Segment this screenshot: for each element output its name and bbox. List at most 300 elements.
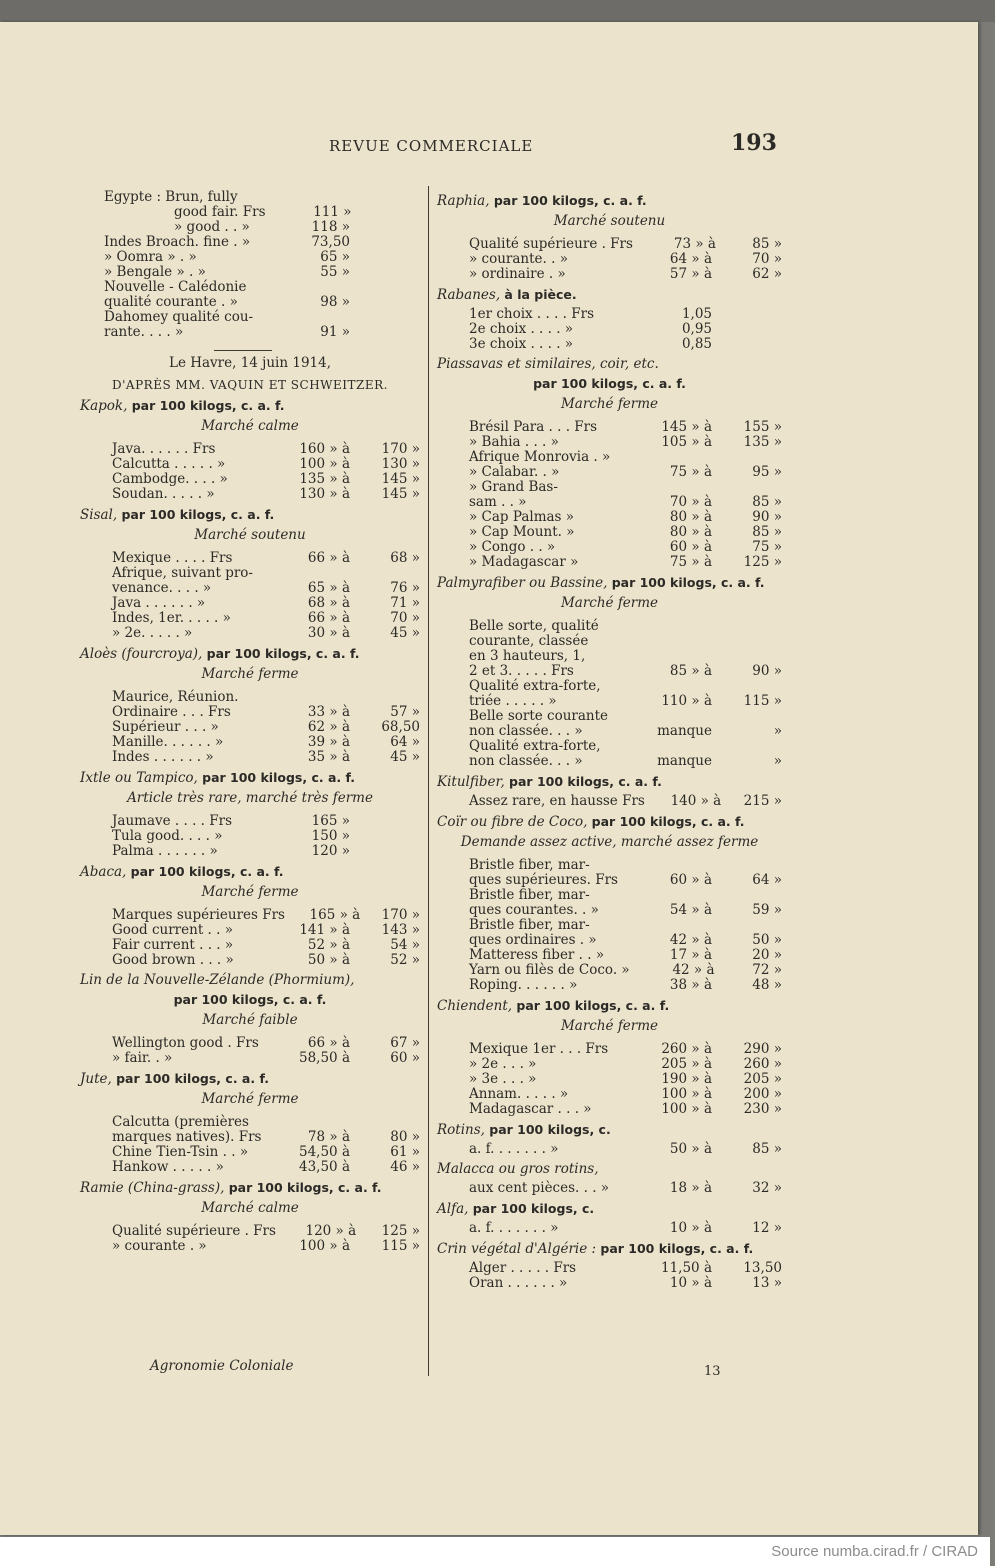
price-row [437,858,782,873]
item-label: 1er choix . . . . Frs [469,306,595,322]
item-label: venance. . . . » [112,580,212,596]
price-row [437,978,782,993]
price-low: 130 » à [299,486,350,502]
price-row [437,465,782,480]
price-low: 190 » à [661,1071,712,1087]
commodity-section [80,398,420,502]
price-low: 0,85 [681,336,712,352]
price-low: 78 » à [307,1129,350,1145]
item-label: Chine Tien-Tsin . . » [112,1144,249,1160]
item-label: » 3e . . . » [469,1071,537,1087]
commodity-name: Palmyrafiber ou Bassine, [437,575,608,591]
commodity-unit: par 100 kilogs, c. a. f. [516,998,670,1013]
price-low: 54 » à [669,902,712,918]
commodity-section [437,774,782,809]
item-label: Fair current . . . » [112,937,234,953]
item-label: » courante. . » [469,251,568,267]
price-row [80,923,420,938]
item-label: Bristle fiber, mar- [469,887,590,903]
price-high: 45 » [390,625,420,641]
commodity-unit: par 100 kilogs, c. a. f. [493,193,647,208]
price-high: 170 » [381,441,420,457]
item-label: ques courantes. . » [469,902,599,918]
item-label: 2e choix . . . . » [469,321,574,337]
price-row [80,295,420,310]
commodity-name: Abaca, [80,864,127,880]
price-low: 140 » à [670,793,722,809]
price-low: 54,50 à [299,1144,350,1160]
price-low: 52 » à [307,937,350,953]
price-row [80,581,420,596]
commodity-unit-line [80,992,420,1008]
commodity-unit: par 100 kilogs, c. a. f. [509,774,662,789]
price-low: 150 » [311,828,350,844]
price-high [712,918,782,933]
price-low: 66 » à [307,610,350,626]
price-high [350,250,420,265]
commodity-unit: par 100 kilogs, c. a. f. [173,992,327,1007]
price-high [350,566,420,581]
commodity-section [437,814,782,993]
price-high: 60 » [390,1050,420,1066]
commodity-unit: par 100 kilogs, c. a. f. [533,376,686,391]
commodity-name: Kapok, [80,398,128,414]
item-label: sam . . » [469,494,527,510]
price-high [350,190,420,205]
price-low [624,739,712,754]
left-sections [80,398,420,1254]
price-row [80,442,420,457]
commodity-section [80,1071,420,1175]
price-high: 143 » [381,922,420,938]
commodity-name: Coïr ou fibre de Coco, [437,814,588,830]
commodity-unit: à la pièce. [504,287,577,302]
commodity-unit: par 100 kilogs, c. a. f. [600,1241,754,1256]
commodity-name: Rotins, [437,1122,485,1138]
price-high: 70 » [390,610,420,626]
price-row [437,495,782,510]
item-label: Assez rare, en hausse Frs [469,793,645,809]
price-low: 68 » à [307,595,350,611]
commodity-name: Aloès (fourcroya), [80,646,203,662]
item-label: en 3 hauteurs, 1, [469,648,586,664]
commodity-name: Alfa, [437,1201,469,1217]
price-row [437,1181,782,1196]
price-high: 57 » [390,704,420,720]
price-low: 100 » à [299,456,350,472]
commodity-unit: par 100 kilogs, c. a. f. [116,1071,269,1086]
commodity-section [80,1180,420,1254]
item-label: Marques supérieures Frs [112,907,285,923]
item-label: marques natives). Frs [112,1129,262,1145]
price-high: 75 » [752,539,782,555]
price-low: 70 » à [669,494,712,510]
item-label: triée . . . . . » [469,693,557,709]
price-low [624,480,712,495]
item-label: a. f. . . . . . . » [469,1141,559,1157]
price-low [624,918,712,933]
price-row [80,265,420,280]
price-high: 95 » [752,464,782,480]
price-high: 13 » [752,1275,782,1291]
scan-top-edge [0,0,995,22]
price-row [80,250,420,265]
item-label: 2 et 3. . . . . Frs [469,663,574,679]
price-low: 73,50 [311,234,350,250]
market-status: Marché ferme [560,396,659,412]
price-high [350,814,420,829]
market-status: Marché ferme [201,1091,299,1107]
price-low: 98 » [320,294,350,310]
commodity-heading [437,1241,782,1257]
commodity-section [437,575,782,769]
column-divider [428,186,429,1376]
price-high: 115 » [381,1238,420,1254]
price-row [80,750,420,765]
havre-date: Le Havre, 14 juin 1914, [168,355,332,371]
havre-source: D'APRÈS MM. VAQUIN ET SCHWEITZER. [112,378,388,392]
market-status: Marché calme [201,418,299,434]
price-low: 75 » à [669,464,712,480]
item-label: Matteress fiber . . » [469,947,605,963]
price-high: 64 » [752,872,782,888]
item-label: Soudan. . . . . » [112,486,215,502]
price-high: 125 » [381,1223,420,1239]
price-low: 42 » à [672,962,715,978]
price-high: 135 » [743,434,782,450]
price-high [712,888,782,903]
commodity-heading [80,973,420,988]
price-low: 10 » à [669,1220,712,1236]
price-high: 85 » [752,494,782,510]
market-status: Marché ferme [560,1018,659,1034]
price-high: 48 » [752,977,782,993]
commodity-name: Rabanes, [437,287,501,303]
price-high: 145 » [381,471,420,487]
price-high: 145 » [381,486,420,502]
item-label: Palma . . . . . . » [112,843,218,859]
market-status: Marché soutenu [553,213,666,229]
price-row [437,480,782,495]
price-row [80,844,420,859]
item-label: Nouvelle - Calédonie [104,279,247,295]
item-label: rante. . . . » [104,324,184,340]
price-row [437,555,782,570]
price-low: 135 » à [299,471,350,487]
item-label: a. f. . . . . . . » [469,1220,559,1236]
market-status: Marché soutenu [194,527,306,543]
price-low: 35 » à [307,749,350,765]
commodity-name: Malacca ou gros rotins, [437,1161,599,1177]
price-high: 20 » [752,947,782,963]
price-high [712,480,782,495]
price-low [624,888,712,903]
price-row [80,814,420,829]
price-row [80,720,420,735]
price-high: 61 » [390,1144,420,1160]
price-low: 110 » à [661,693,712,709]
item-label: » ordinaire . » [469,266,566,282]
item-label: Belle sorte courante [469,708,609,724]
item-label: » courante . » [112,1238,207,1254]
price-row [437,337,782,352]
commodity-unit: par 100 kilogs, c. a. f. [611,575,765,590]
price-row [437,1102,782,1117]
price-low: 42 » à [669,932,712,948]
price-row [437,322,782,337]
price-row [80,280,420,295]
price-row [80,205,420,220]
price-high: 170 » [381,907,420,923]
commodity-section [80,507,420,641]
price-row [437,664,782,679]
price-row [437,739,782,754]
price-row [437,948,782,963]
item-label: Brésil Para . . . Frs [469,419,598,435]
price-low: 141 » à [299,922,350,938]
commodity-heading [437,357,782,372]
item-label: Jaumave . . . . Frs [112,813,232,829]
right-column [437,188,782,1291]
price-low: 120 » à [305,1223,357,1239]
commodity-heading [437,998,782,1014]
price-row [80,1145,420,1160]
item-label: Qualité supérieure . Frs [469,236,633,252]
commodity-section [437,357,782,570]
price-row [437,634,782,649]
commodity-name: Piassavas et similaires, coir, etc. [437,356,659,372]
commodity-section [80,864,420,968]
item-label: » Cap Mount. » [469,524,575,540]
price-row [80,325,420,340]
right-sections [437,193,782,1291]
commodity-heading [80,864,420,880]
price-row [437,933,782,948]
source-credit: Source numba.cirad.fr / CIRAD [771,1543,978,1560]
price-low: 18 » à [669,1180,712,1196]
commodity-section [437,287,782,352]
price-row [437,1087,782,1102]
commodity-heading [437,1201,782,1217]
price-row [437,754,782,769]
price-low: 100 » à [299,1238,350,1254]
item-label: » Oomra » . » [104,249,197,265]
item-label: Tula good. . . . » [112,828,223,844]
commodity-unit: par 100 kilogs, c. a. f. [131,398,285,413]
price-low [262,1115,350,1130]
price-row [80,310,420,325]
price-row [437,435,782,450]
price-row [80,908,420,923]
price-low: manque [657,723,712,739]
price-row [437,963,782,978]
price-row [80,220,420,235]
price-high [712,679,782,694]
price-high [712,322,782,337]
item-label: Qualité supérieure . Frs [112,1223,276,1239]
item-label: Yarn ou filès de Coco. » [469,962,630,978]
item-label: Madagascar . . . » [469,1101,592,1117]
item-label: Qualité extra-forte, [469,738,601,754]
price-low: 66 » à [307,1035,350,1051]
item-label: Belle sorte, qualité [469,618,599,634]
price-low: 43,50 à [299,1159,350,1175]
price-low [624,619,712,634]
item-label: Cambodge. . . . » [112,471,228,487]
commodity-unit: par 100 kilogs, c. a. f. [202,770,355,785]
price-row [80,1239,420,1254]
price-low: 1,05 [681,306,712,322]
price-row [437,873,782,888]
commodity-name: Jute, [80,1071,112,1087]
price-high [712,619,782,634]
item-label: Hankow . . . . . » [112,1159,224,1175]
price-low: 30 » à [307,625,350,641]
commodity-heading [80,770,420,786]
price-high: 70 » [752,251,782,267]
commodity-unit: par 100 kilogs, c. [489,1122,611,1137]
item-label: Calcutta (premières [112,1114,249,1130]
item-label: ques ordinaires . » [469,932,597,948]
price-high [352,205,420,220]
price-row [80,626,420,641]
price-low: 62 » à [307,719,350,735]
price-high: 67 » [390,1035,420,1051]
item-label: Indes, 1er. . . . . » [112,610,231,626]
price-row [437,888,782,903]
price-high [350,1115,420,1130]
price-low: 85 » à [669,663,712,679]
market-status: Demande assez active, marché assez ferme [460,834,759,850]
price-low: 0,95 [681,321,712,337]
item-label: Mexique . . . . Frs [112,550,233,566]
price-row [437,540,782,555]
price-row [80,690,420,705]
commodity-section [437,1241,782,1291]
price-low: 57 » à [669,266,712,282]
price-row [437,619,782,634]
item-label: ques supérieures. Frs [469,872,618,888]
item-label: Indes Broach. fine . » [104,234,251,250]
item-label: » Calabar. . » [469,464,560,480]
price-low: 100 » à [661,1101,712,1117]
price-low: 60 » à [669,872,712,888]
commodity-unit: par 100 kilogs, c. a. f. [228,1180,382,1195]
price-low: 65 » à [307,580,350,596]
price-high [712,634,782,649]
price-low: 60 » à [669,539,712,555]
item-label: Afrique Monrovia . » [469,449,611,465]
market-status: Marché ferme [201,884,299,900]
market-status: Marché calme [201,1200,299,1216]
price-high: 215 » [743,793,782,809]
price-row [80,551,420,566]
price-row [80,566,420,581]
item-label: » 2e . . . » [469,1056,537,1072]
price-high: 52 » [390,952,420,968]
signature-number: 13 [704,1364,721,1379]
price-high: 85 » [752,236,782,252]
price-high: 62 » [752,266,782,282]
item-label: 3e choix . . . . » [469,336,574,352]
price-low: 50 » à [669,1141,712,1157]
commodity-heading [80,507,420,523]
price-low: 105 » à [661,434,712,450]
price-high: 71 » [390,595,420,611]
item-label: Bristle fiber, mar- [469,917,590,933]
price-high: 64 » [390,734,420,750]
item-label: Annam. . . . . » [469,1086,569,1102]
price-row [80,1051,420,1066]
price-low [624,634,712,649]
market-status: Marché ferme [560,595,659,611]
price-row [80,487,420,502]
price-low [262,310,350,325]
price-low: 73 » à [673,236,716,252]
item-label: Java. . . . . . Frs [112,441,216,457]
price-row [437,1276,782,1291]
item-label: Wellington good . Frs [112,1035,259,1051]
price-high: 90 » [752,509,782,525]
item-label: Bristle fiber, mar- [469,857,590,873]
price-row [437,252,782,267]
price-low: 38 » à [669,977,712,993]
commodity-heading [80,1180,420,1196]
price-high [712,307,782,322]
item-label: Indes . . . . . . » [112,749,214,765]
price-low: 205 » à [661,1056,712,1072]
footer-journal: Agronomie Coloniale [150,1358,294,1374]
price-row [80,1160,420,1175]
price-row [437,1221,782,1236]
commodity-name: Kitulfiber, [437,774,505,790]
price-row [80,1130,420,1145]
price-row [437,1142,782,1157]
price-high [712,739,782,754]
item-label: » good . . » [174,219,250,235]
commodity-heading [437,814,782,830]
price-row [437,525,782,540]
price-high: » [773,753,782,769]
price-high [712,649,782,664]
commodity-heading [437,1122,782,1138]
commodity-heading [437,193,782,209]
price-low: 11,50 à [661,1260,712,1276]
price-high: 290 » [743,1041,782,1057]
price-row [437,679,782,694]
price-high [712,450,782,465]
commodity-name: Ixtle ou Tampico, [80,770,198,786]
price-row [80,1224,420,1239]
price-high: 200 » [743,1086,782,1102]
commodity-section [437,1122,782,1157]
price-row [437,1072,782,1087]
price-row [80,735,420,750]
price-row [80,1036,420,1051]
price-high: 76 » [390,580,420,596]
price-row [437,450,782,465]
egypte-block [80,190,420,340]
commodity-heading [80,1071,420,1087]
price-high [350,844,420,859]
price-high: 32 » [752,1180,782,1196]
price-row [437,510,782,525]
price-high: 54 » [390,937,420,953]
price-row [80,457,420,472]
price-high [350,220,420,235]
price-high: 12 » [752,1220,782,1236]
price-low: 118 » [311,219,350,235]
